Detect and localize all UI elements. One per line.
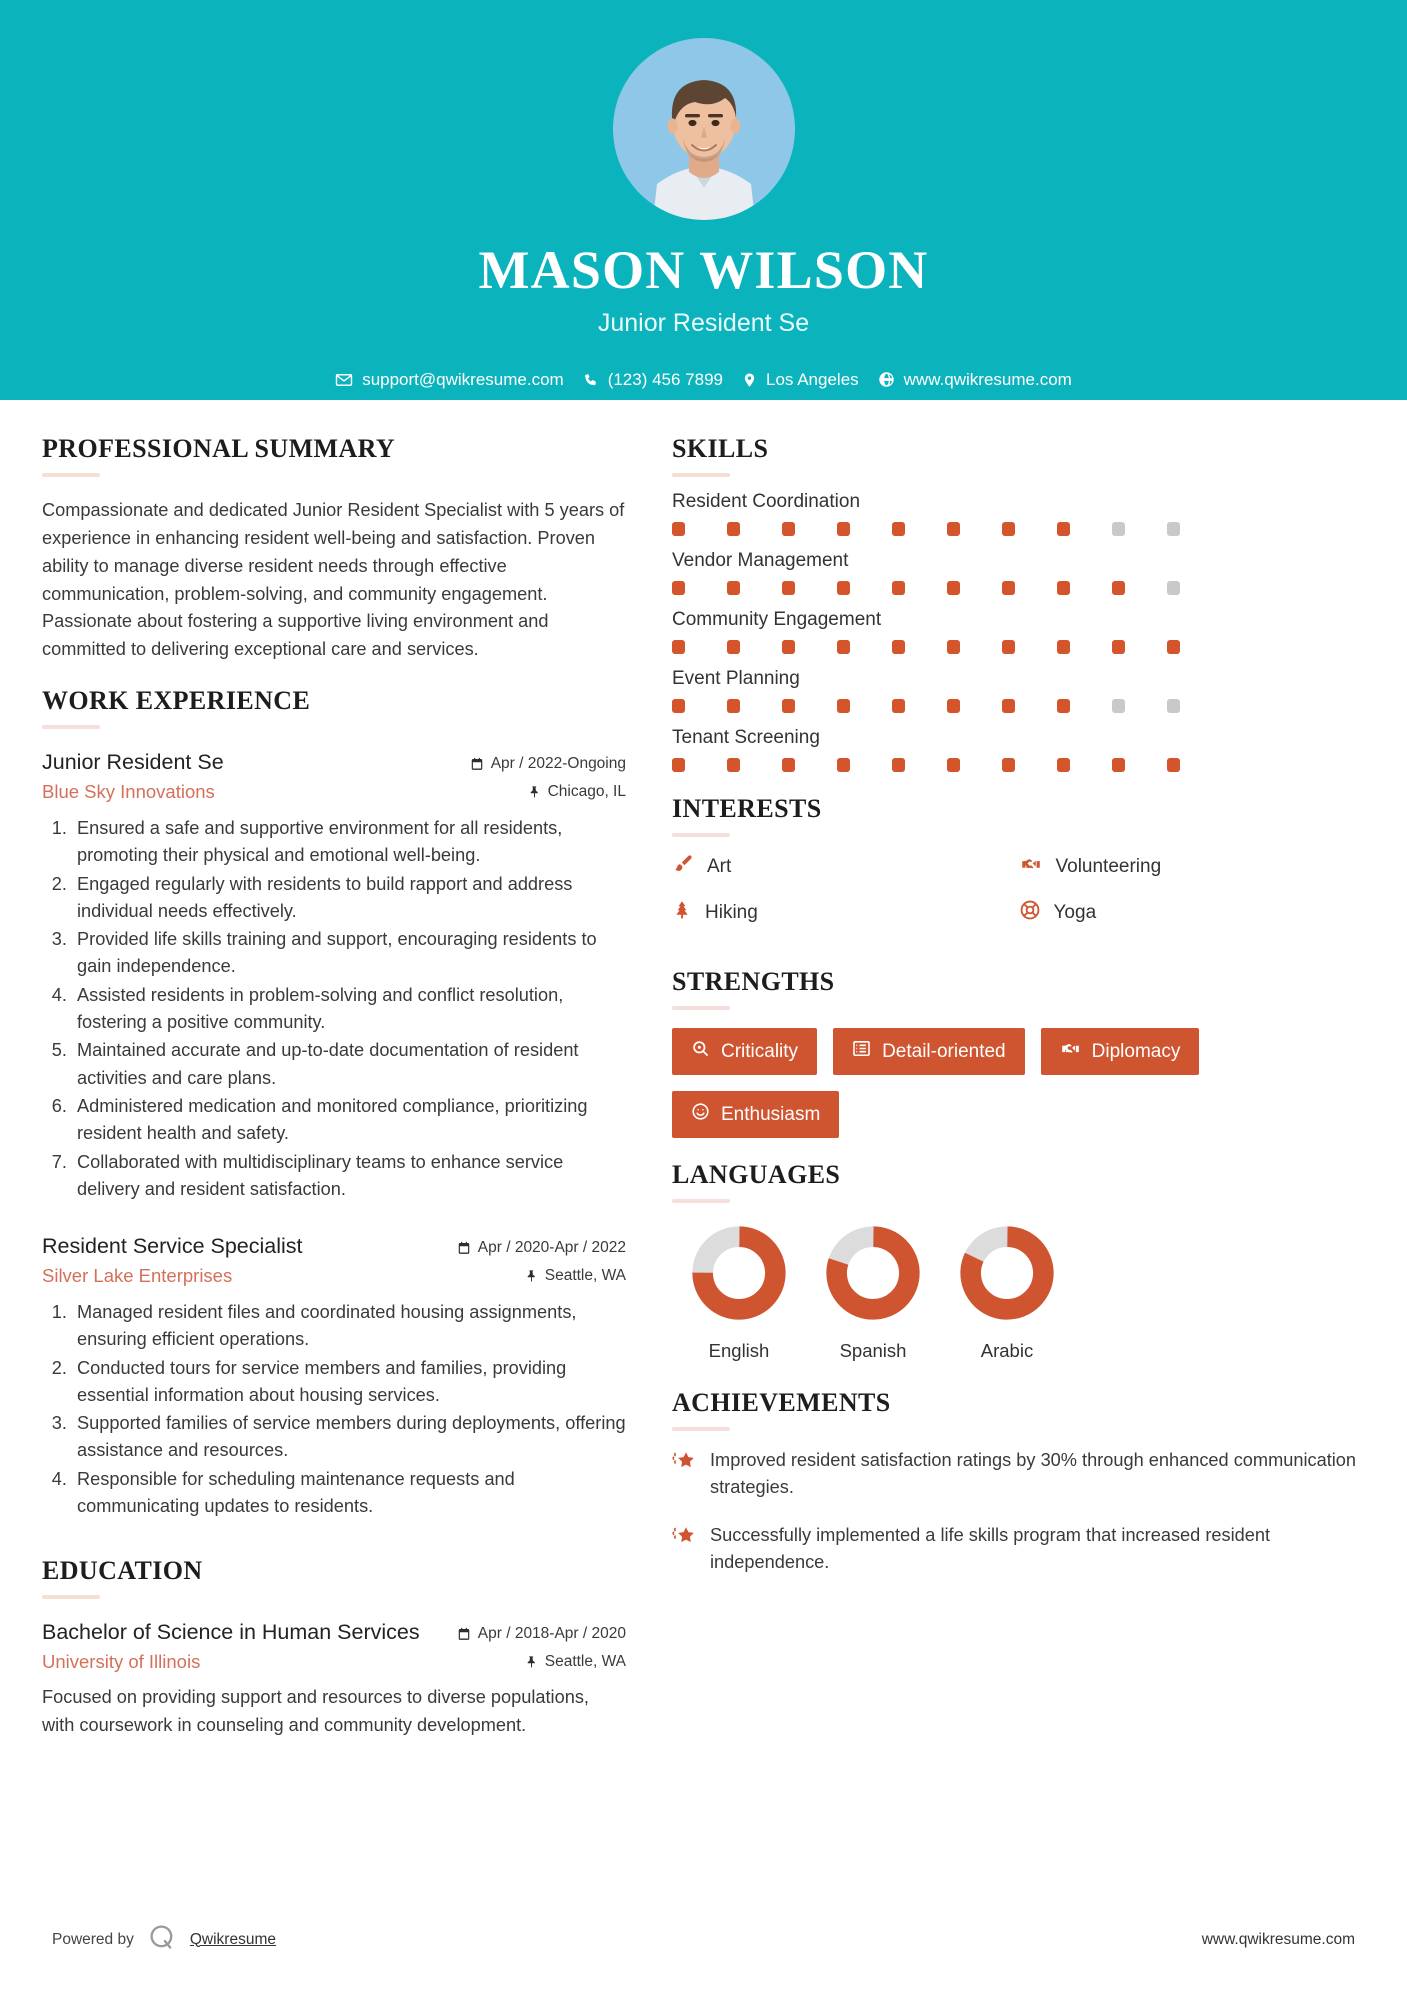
language-item xyxy=(940,1225,1074,1362)
education-description: Focused on providing support and resources to diverse populations, with coursework in counseling and community development. xyxy=(42,1687,589,1735)
smiley-icon xyxy=(691,1102,710,1127)
rating-dot xyxy=(1167,640,1180,654)
experience-location-text: Chicago, IL xyxy=(547,783,626,801)
strength-chip xyxy=(672,1091,839,1138)
section-rule xyxy=(42,725,100,729)
summary-text: Compassionate and dedicated Junior Resident Specialist with 5 years of experience in enhancing resident well-being and satisfaction. Proven ability to manage diverse resident needs through effective communication, problem-solving, and community engagement. Passionate about fostering a supportive living environment and committed to delivering exceptional care and services. xyxy=(42,500,625,660)
section-work-experience xyxy=(42,686,626,1520)
experience-location xyxy=(470,783,626,801)
magnifier-icon xyxy=(691,1039,710,1064)
experience-company: Blue Sky Innovations xyxy=(42,780,215,802)
rating-dot xyxy=(672,522,685,536)
rating-dot xyxy=(892,640,905,654)
list-item: 7. Collaborated with multidisciplinary teams to enhance service delivery and resident satisfaction. xyxy=(72,1149,626,1204)
star-icon xyxy=(672,1447,696,1502)
section-interests xyxy=(672,794,1365,945)
rating-dot xyxy=(947,640,960,654)
qwikresume-brand-link[interactable]: Qwikresume xyxy=(189,1930,276,1948)
strength-chip xyxy=(672,1028,817,1075)
contact-row xyxy=(335,370,1072,390)
experience-location-text: Seattle, WA xyxy=(544,1267,626,1285)
rating-dot xyxy=(782,758,795,772)
star-icon xyxy=(672,1522,696,1577)
rating-dot xyxy=(782,522,795,536)
interest-label: Yoga xyxy=(1053,901,1097,923)
left-column xyxy=(42,434,662,1990)
handshake-icon xyxy=(1019,854,1043,879)
achievement-item xyxy=(672,1447,1365,1502)
section-rule xyxy=(672,1427,730,1431)
rating-dot xyxy=(1057,758,1070,772)
section-professional-summary xyxy=(42,434,626,664)
resume-header xyxy=(0,0,1407,400)
section-rule xyxy=(42,1595,100,1599)
paintbrush-icon xyxy=(672,853,694,880)
language-donut xyxy=(691,1225,787,1321)
rating-dot xyxy=(672,581,685,595)
strength-label: Enthusiasm xyxy=(721,1103,821,1125)
avatar xyxy=(613,38,795,220)
education-entry xyxy=(42,1619,626,1738)
education-location xyxy=(457,1653,626,1671)
section-heading: WORK EXPERIENCE xyxy=(42,686,311,716)
rating-dot xyxy=(947,522,960,536)
skill-label: Community Engagement xyxy=(672,609,882,630)
powered-by-label: Powered by xyxy=(52,1930,134,1948)
list-item: 6. Administered medication and monitored compliance, prioritizing resident health and safety. xyxy=(72,1093,626,1148)
section-rule xyxy=(672,1199,730,1203)
rating-dot xyxy=(1002,522,1015,536)
rating-dot xyxy=(1112,640,1125,654)
footer-url[interactable]: www.qwikresume.com xyxy=(1201,1930,1355,1948)
skill-item xyxy=(672,550,1365,595)
interest-label: Art xyxy=(707,855,732,877)
education-location-text: Seattle, WA xyxy=(544,1653,626,1671)
rating-dot xyxy=(892,522,905,536)
skill-label: Event Planning xyxy=(672,668,800,689)
list-item: 1. Managed resident files and coordinated housing assignments, ensuring efficient operations. xyxy=(72,1299,626,1354)
section-heading: SKILLS xyxy=(672,434,769,463)
experience-entry xyxy=(42,749,626,1203)
section-heading: ACHIEVEMENTS xyxy=(672,1388,891,1417)
rating-dot xyxy=(1002,581,1015,595)
skill-rating xyxy=(672,522,1365,536)
section-rule xyxy=(672,1006,730,1010)
education-meta xyxy=(457,1619,626,1671)
rating-dot xyxy=(1002,640,1015,654)
rating-dot xyxy=(782,581,795,595)
section-strengths xyxy=(672,967,1365,1138)
section-heading: EDUCATION xyxy=(42,1556,203,1586)
skill-item xyxy=(672,668,1365,713)
rating-dot xyxy=(782,699,795,713)
skill-rating xyxy=(672,581,1365,595)
contact-email-text: support@qwikresume.com xyxy=(362,369,564,389)
rating-dot xyxy=(727,522,740,536)
skill-label: Resident Coordination xyxy=(672,491,861,512)
rating-dot xyxy=(947,581,960,595)
strength-chip xyxy=(833,1028,1025,1075)
rating-dot xyxy=(947,699,960,713)
globe-icon xyxy=(878,371,895,388)
section-heading: STRENGTHS xyxy=(672,967,835,996)
experience-meta xyxy=(470,749,626,801)
rating-dot xyxy=(892,758,905,772)
experience-entry-head xyxy=(42,749,626,803)
experience-role: Junior Resident Se xyxy=(42,750,224,775)
rating-dot xyxy=(1167,699,1180,713)
list-item: 3. Provided life skills training and support, encouraging residents to gain independence. xyxy=(72,926,626,981)
list-item: 5. Maintained accurate and up-to-date documentation of resident activities and care plans. xyxy=(72,1037,626,1092)
rating-dot xyxy=(837,699,850,713)
rating-dot xyxy=(1112,522,1125,536)
right-column xyxy=(662,434,1365,1990)
rating-dot xyxy=(672,758,685,772)
page-title: MASON WILSON xyxy=(478,240,929,300)
education-school: University of Illinois xyxy=(42,1651,201,1673)
section-rule xyxy=(672,473,730,477)
contact-phone-text: (123) 456 7899 xyxy=(607,369,724,389)
rating-dot xyxy=(892,581,905,595)
section-heading: INTERESTS xyxy=(672,794,822,823)
experience-dates-text: Apr / 2022-Ongoing xyxy=(490,755,626,773)
rating-dot xyxy=(1167,581,1180,595)
rating-dot xyxy=(1057,699,1070,713)
contact-location-text: Los Angeles xyxy=(766,369,859,389)
phone-icon xyxy=(583,372,599,388)
experience-dates-text: Apr / 2020-Apr / 2022 xyxy=(477,1239,626,1257)
skill-rating xyxy=(672,699,1365,713)
rating-dot xyxy=(1112,699,1125,713)
rating-dot xyxy=(782,640,795,654)
interest-label: Hiking xyxy=(705,901,758,923)
experience-role: Resident Service Specialist xyxy=(42,1234,303,1259)
powered-by xyxy=(52,1923,276,1956)
experience-dates xyxy=(457,1239,626,1257)
experience-meta xyxy=(457,1233,626,1285)
strength-label: Criticality xyxy=(721,1040,799,1062)
location-pin-icon xyxy=(742,371,757,389)
rating-dot xyxy=(1112,758,1125,772)
rating-dot xyxy=(892,699,905,713)
rating-dot xyxy=(837,581,850,595)
language-label: Spanish xyxy=(839,1340,907,1361)
strength-label: Diplomacy xyxy=(1091,1040,1181,1062)
interest-item xyxy=(672,899,1019,926)
rating-dot xyxy=(727,581,740,595)
rating-dot xyxy=(1057,522,1070,536)
skill-label: Tenant Screening xyxy=(672,727,820,748)
interests-grid xyxy=(672,853,1365,945)
achievements-list xyxy=(672,1447,1365,1576)
rating-dot xyxy=(727,699,740,713)
job-title: Junior Resident Se xyxy=(597,308,810,337)
interest-item xyxy=(672,853,1019,880)
experience-dates xyxy=(470,755,626,773)
strengths-grid xyxy=(672,1028,1365,1138)
strength-chip xyxy=(1041,1028,1200,1075)
section-rule xyxy=(672,833,730,837)
skill-rating xyxy=(672,640,1365,654)
education-dates-text: Apr / 2018-Apr / 2020 xyxy=(477,1625,626,1643)
rating-dot xyxy=(837,522,850,536)
pushpin-icon xyxy=(525,1269,538,1283)
skill-item xyxy=(672,491,1365,536)
contact-website-text: www.qwikresume.com xyxy=(903,369,1072,389)
section-languages xyxy=(672,1160,1365,1362)
experience-entry-head xyxy=(42,1233,626,1287)
rating-dot xyxy=(672,640,685,654)
experience-company: Silver Lake Enterprises xyxy=(42,1264,233,1286)
education-entry-head xyxy=(42,1619,626,1673)
interest-label: Volunteering xyxy=(1055,855,1162,877)
list-icon xyxy=(852,1039,871,1064)
interest-item xyxy=(1019,899,1366,926)
rating-dot xyxy=(837,758,850,772)
handshake-icon xyxy=(1060,1039,1081,1064)
list-item: 4. Assisted residents in problem-solving and conflict resolution, fostering a positive community. xyxy=(72,982,626,1037)
qwikresume-logo-icon xyxy=(148,1923,176,1956)
calendar-icon xyxy=(470,757,484,771)
strength-label: Detail-oriented xyxy=(882,1040,1006,1062)
contact-website[interactable] xyxy=(878,370,1072,390)
experience-bullets xyxy=(42,815,626,1203)
language-label: Arabic xyxy=(980,1340,1034,1361)
rating-dot xyxy=(727,758,740,772)
calendar-icon xyxy=(457,1627,471,1641)
rating-dot xyxy=(1002,699,1015,713)
lifebuoy-icon xyxy=(1019,899,1041,926)
list-item: 4. Responsible for scheduling maintenance requests and communicating updates to residents. xyxy=(72,1466,626,1521)
skill-item xyxy=(672,727,1365,772)
rating-dot xyxy=(1167,522,1180,536)
language-item xyxy=(806,1225,940,1362)
tree-icon xyxy=(672,899,692,926)
list-item: 1. Ensured a safe and supportive environment for all residents, promoting their physical and emotional well-being. xyxy=(72,815,626,870)
rating-dot xyxy=(947,758,960,772)
rating-dot xyxy=(1112,581,1125,595)
list-item: 3. Supported families of service members during deployments, offering assistance and resources. xyxy=(72,1410,626,1465)
contact-location xyxy=(742,370,859,390)
experience-location xyxy=(457,1267,626,1285)
list-item: 2. Conducted tours for service members and families, providing essential information about housing services. xyxy=(72,1355,626,1410)
contact-email[interactable] xyxy=(335,370,564,390)
language-donut xyxy=(959,1225,1055,1321)
skill-label: Vendor Management xyxy=(672,550,849,571)
interest-item xyxy=(1019,853,1366,880)
rating-dot xyxy=(672,699,685,713)
list-item: 2. Engaged regularly with residents to build rapport and address individual needs effectively. xyxy=(72,871,626,926)
pushpin-icon xyxy=(525,1655,538,1669)
experience-entry xyxy=(42,1233,626,1520)
envelope-icon xyxy=(335,371,353,389)
rating-dot xyxy=(1167,758,1180,772)
rating-dot xyxy=(1057,640,1070,654)
education-degree: Bachelor of Science in Human Services xyxy=(42,1620,420,1645)
language-item xyxy=(672,1225,806,1362)
skill-item xyxy=(672,609,1365,654)
rating-dot xyxy=(1057,581,1070,595)
experience-bullets xyxy=(42,1299,626,1520)
rating-dot xyxy=(727,640,740,654)
pushpin-icon xyxy=(528,785,541,799)
calendar-icon xyxy=(457,1241,471,1255)
language-donut xyxy=(825,1225,921,1321)
languages-row xyxy=(672,1225,1365,1362)
achievement-item xyxy=(672,1522,1365,1577)
skill-rating xyxy=(672,758,1365,772)
achievement-text: Successfully implemented a life skills program that increased resident independence. xyxy=(710,1524,1271,1572)
education-dates xyxy=(457,1625,626,1643)
resume-body xyxy=(0,400,1407,1990)
section-rule xyxy=(42,473,100,477)
resume-footer xyxy=(0,1923,1407,1990)
section-achievements xyxy=(672,1388,1365,1576)
rating-dot xyxy=(837,640,850,654)
contact-phone[interactable] xyxy=(583,370,723,390)
section-skills xyxy=(672,434,1365,772)
rating-dot xyxy=(1002,758,1015,772)
section-heading: LANGUAGES xyxy=(672,1160,841,1189)
achievement-text: Improved resident satisfaction ratings by 30% through enhanced communication strategies. xyxy=(710,1450,1357,1498)
language-label: English xyxy=(708,1340,770,1361)
section-education xyxy=(42,1556,626,1738)
section-heading: PROFESSIONAL SUMMARY xyxy=(42,434,396,463)
